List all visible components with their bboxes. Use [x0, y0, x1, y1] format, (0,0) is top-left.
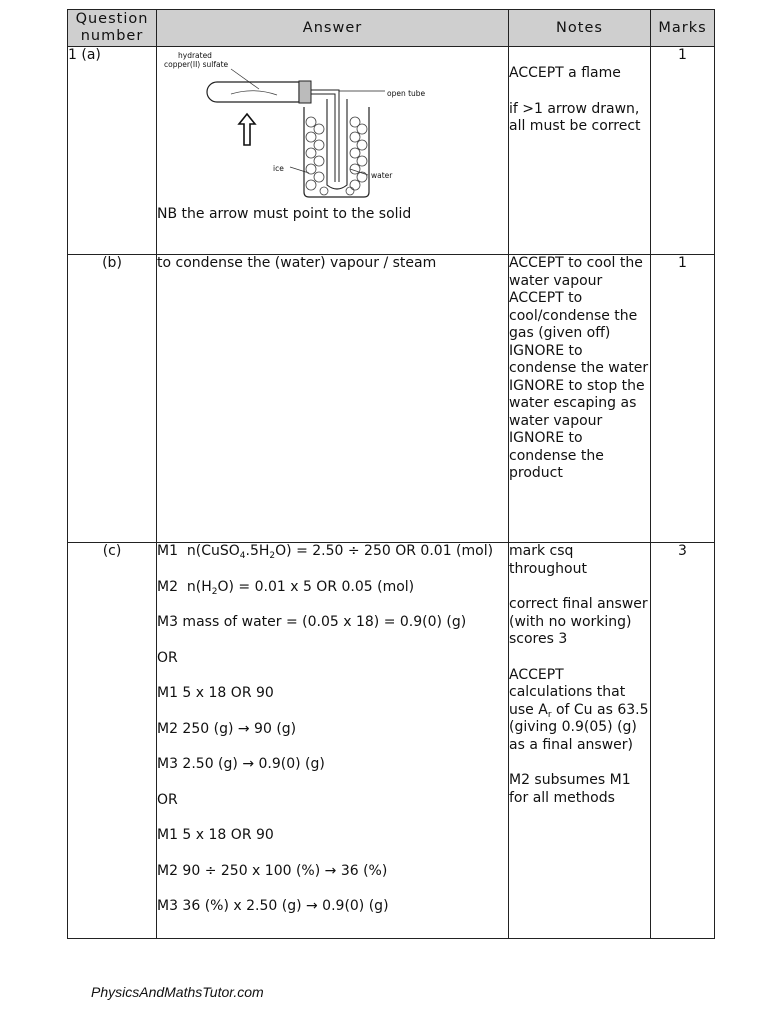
notes-1a-line-1: ACCEPT a flame: [509, 65, 621, 81]
header-question-number: Question number: [68, 10, 157, 47]
answer-1c-line: M1 5 x 18 OR 90: [157, 685, 274, 701]
answer-1c-line: M3 2.50 (g) → 0.9(0) (g): [157, 756, 325, 772]
label-hydrated: hydrated: [178, 51, 212, 60]
question-1b: (b): [68, 255, 157, 543]
label-copper-sulfate: copper(II) sulfate: [164, 60, 229, 69]
answer-1c-line: M2 $n(H_2O) = 0.01$ x 5 OR 0.05 (mol): [157, 578, 415, 597]
row-1c: [68, 543, 715, 939]
heating-arrow: [239, 114, 255, 145]
marks-1a: 1: [651, 47, 715, 255]
label-water: water: [371, 171, 393, 180]
answer-1c: [157, 543, 509, 939]
row-1b: [68, 255, 715, 543]
answer-1c-line: M2 90 ÷ 250 x 100 (%) → 36 (%): [157, 862, 388, 879]
answer-1c-line: M2 250 (g) → 90 (g): [157, 720, 297, 737]
notes-1c-line-4: M2 subsumes M1 for all methods: [509, 772, 631, 806]
answer-1b: to condense the (water) vapour / steam: [157, 255, 509, 543]
answer-1c-line: OR: [157, 649, 178, 666]
notes-1c: [509, 543, 651, 939]
label-open-tube: open tube: [387, 89, 426, 98]
marks-1b: 1: [651, 255, 715, 543]
marks-1c: 3: [651, 543, 715, 939]
answer-1a: [157, 47, 509, 255]
row-1a: [68, 47, 715, 255]
notes-1c-line-2: correct final answer (with no working) scores 3: [509, 596, 648, 647]
notes-1c-line-1: mark csq throughout: [509, 543, 587, 577]
notes-1b: ACCEPT to cool the water vapour ACCEPT to cool/condense the gas (given off) IGNORE to condense the water IGNORE to stop the water escaping as water vapour IGNORE to condense the product: [509, 255, 651, 543]
label-ice: ice: [273, 164, 284, 173]
answer-1c-line: M3 36 (%) x 2.50 (g) → 0.9(0) (g): [157, 898, 389, 914]
header-answer: Answer: [157, 10, 509, 47]
question-1c: (c): [68, 543, 157, 939]
notes-1a: [509, 47, 651, 255]
answer-1a-note: NB the arrow must point to the solid: [157, 206, 412, 222]
mark-scheme-table: [67, 9, 715, 939]
notes-1a-line-2: if >1 arrow drawn, all must be correct: [509, 100, 641, 134]
header-row: [68, 10, 715, 47]
answer-1c-line: OR: [157, 791, 178, 808]
notes-1c-line-3: ACCEPT calculations that use $A_r$ of Cu as 63.5 (giving 0.9(05) (g) as a final answer): [509, 666, 649, 753]
answer-1c-line: M1 $n(CuSO_4.5H_2O) = 2.50 \div 250$ OR 0.01 (mol): [157, 543, 494, 561]
answer-1c-line: M1 5 x 18 OR 90: [157, 827, 274, 843]
answer-1c-line: M3 mass of water = (0.05 x 18) = 0.9(0) (g): [157, 614, 467, 630]
footer-site-name: PhysicsAndMathsTutor.com: [91, 984, 264, 1000]
header-marks: Marks: [651, 10, 715, 47]
question-1a: 1 (a): [68, 47, 157, 255]
apparatus-diagram: [159, 47, 426, 202]
header-notes: Notes: [509, 10, 651, 47]
